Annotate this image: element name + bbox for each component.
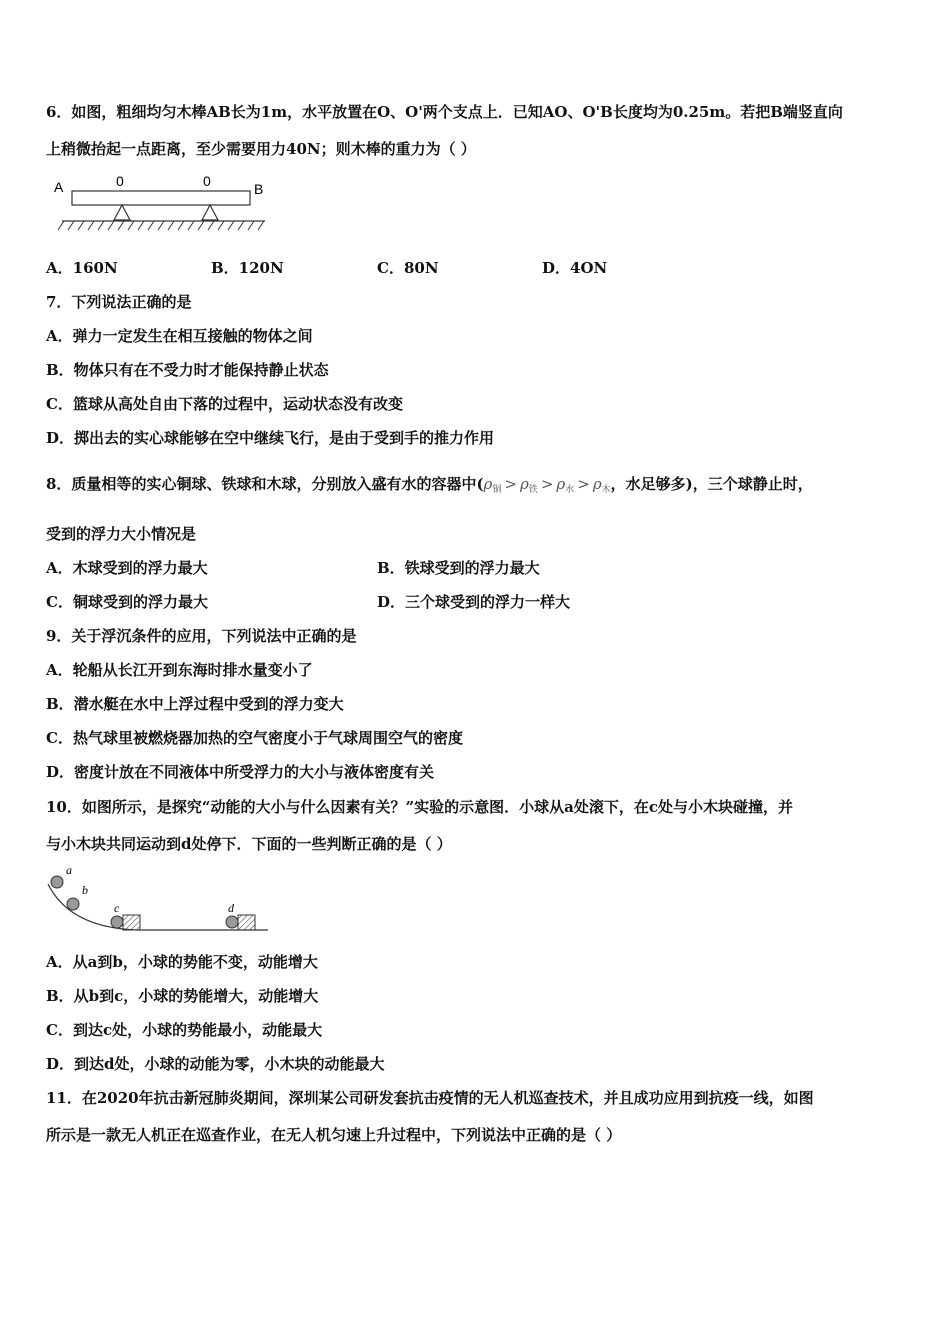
q9-option-c: C．热气球里被燃烧器加热的空气密度小于气球周围空气的密度 (46, 729, 463, 747)
q6-label-a: A (54, 179, 64, 195)
q10-label-b: b (82, 883, 88, 897)
q6-fulcrum-left (114, 205, 130, 220)
q7-option-b: B．物体只有在不受力时才能保持静止状态 (46, 361, 329, 379)
rho-symbol: ρ (483, 475, 493, 493)
q6-stem-line1: 6．如图，粗细均匀木棒AB长为1m，水平放置在O、O'两个支点上．已知AO、O'B长度均为0.25m。若把B端竖直向 (46, 103, 843, 121)
q8-stem-line2: 受到的浮力大小情况是 (46, 525, 197, 543)
sub-iron: 铁 (528, 485, 538, 495)
q6-lever-figure (50, 170, 280, 240)
q6-option-c: C．80N (377, 259, 439, 277)
q11-stem-line2: 所示是一款无人机正在巡查作业，在无人机匀速上升过程中，下列说法中正确的是（ ） (46, 1126, 622, 1144)
q8-stem-part-a: 8．质量相等的实心铜球、铁球和木球，分别放入盛有水的容器中( (46, 475, 484, 493)
q9-option-d: D．密度计放在不同液体中所受浮力的大小与液体密度有关 (46, 763, 435, 781)
q10-ball-a (51, 876, 63, 888)
q6-label-b: B (254, 181, 264, 197)
rho-symbol: ρ (556, 475, 566, 493)
q8-stem-line1 (46, 474, 813, 500)
q6-label-o2: 0 (203, 173, 211, 189)
q8-option-a: A．木球受到的浮力最大 (46, 559, 208, 577)
sub-copper: 铜 (492, 485, 502, 495)
q6-label-o1: 0 (116, 173, 124, 189)
q8-density-inequality (484, 475, 611, 493)
q10-label-d: d (228, 901, 234, 915)
q7-option-d: D．掷出去的实心球能够在空中继续飞行，是由于受到手的推力作用 (46, 429, 495, 447)
q10-option-b: B．从b到c，小球的势能增大，动能增大 (46, 987, 319, 1005)
q9-option-a: A．轮船从长江开到东海时排水量变小了 (46, 661, 313, 679)
q8-stem-part-b: ，水足够多)，三个球静止时， (610, 475, 813, 493)
q7-stem: 7．下列说法正确的是 (46, 293, 192, 311)
q9-stem: 9．关于浮沉条件的应用，下列说法中正确的是 (46, 627, 357, 645)
gt-symbol: > (504, 475, 517, 493)
q6-option-a: A．160N (46, 259, 118, 277)
gt-symbol: > (540, 475, 554, 493)
q6-ground-hatch (58, 221, 264, 230)
q11-stem-line1: 11．在2020年抗击新冠肺炎期间，深圳某公司研发套抗击疫情的无人机巡查技术，并且成功应用到抗疫一线，如图 (46, 1089, 814, 1107)
q7-option-a: A．弹力一定发生在相互接触的物体之间 (46, 327, 313, 345)
gt-symbol: > (577, 475, 590, 493)
sub-water: 水 (565, 485, 575, 495)
q10-ball-c (111, 916, 123, 928)
rho-symbol: ρ (592, 475, 602, 493)
q6-stem-line2: 上稍微抬起一点距离，至少需要用力40N；则木棒的重力为（ ） (46, 140, 476, 158)
q10-label-c: c (114, 901, 120, 915)
sub-wood: 木 (601, 485, 611, 495)
q10-block-c (123, 915, 140, 930)
q8-option-d: D．三个球受到的浮力一样大 (377, 593, 571, 611)
q10-ball-b (67, 898, 79, 910)
q10-stem-line2: 与小木块共同运动到d处停下．下面的一些判断正确的是（ ） (46, 835, 452, 853)
q10-option-a: A．从a到b，小球的势能不变，动能增大 (46, 953, 318, 971)
q7-option-c: C．篮球从高处自由下落的过程中，运动状态没有改变 (46, 395, 403, 413)
q10-ball-d (226, 916, 238, 928)
q10-option-c: C．到达c处，小球的势能最小，动能最大 (46, 1021, 323, 1039)
q10-ramp-figure (40, 862, 280, 938)
q10-label-a: a (66, 863, 72, 877)
q6-fulcrum-right (202, 205, 218, 220)
q6-option-b: B．120N (211, 259, 284, 277)
q10-block-d (238, 915, 255, 930)
q6-option-d: D．4ON (542, 259, 608, 277)
q10-option-d: D．到达d处，小球的动能为零，小木块的动能最大 (46, 1055, 385, 1073)
q6-rod (72, 191, 250, 205)
q10-stem-line1: 10．如图所示，是探究“动能的大小与什么因素有关？”实验的示意图．小球从a处滚下，在c处与小木块碰撞，并 (46, 798, 793, 816)
q8-option-b: B．铁球受到的浮力最大 (377, 559, 540, 577)
q8-option-c: C．铜球受到的浮力最大 (46, 593, 208, 611)
rho-symbol: ρ (519, 475, 529, 493)
q9-option-b: B．潜水艇在水中上浮过程中受到的浮力变大 (46, 695, 344, 713)
